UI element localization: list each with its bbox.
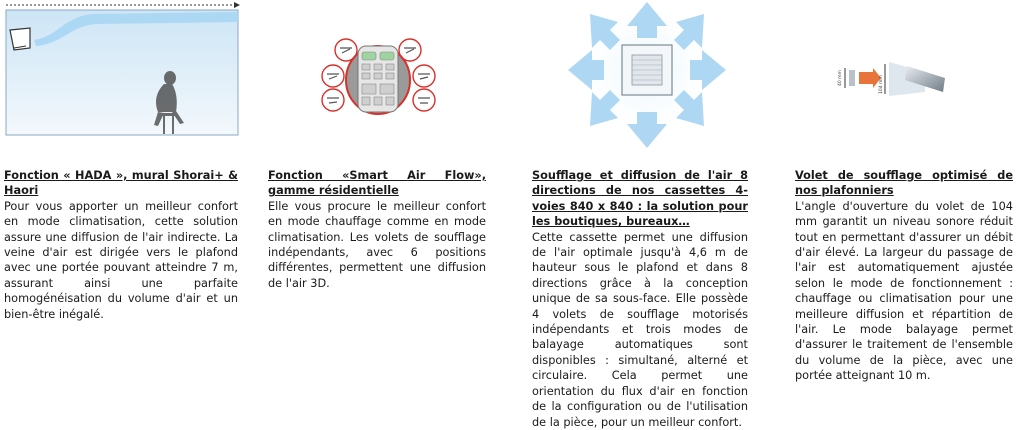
airflow-range-arrowhead [234, 2, 240, 8]
smart-air-flow-illustration [268, 0, 486, 140]
feature-ceiling-flap [795, 0, 1013, 423]
dimension-label-large: 104 mm [879, 75, 884, 94]
ceiling-flap-illustration [795, 0, 1013, 140]
feature-title: Fonction « HADA », mural Shorai+ & Haori [4, 169, 238, 198]
feature-hada [4, 0, 238, 423]
room-wall [6, 10, 238, 135]
feature-title: Fonction «Smart Air Flow», gamme résidentielle [268, 169, 486, 198]
feature-smart-air-flow [268, 0, 486, 423]
feature-description: Cette cassette permet une diffusion de l'air optimale jusqu'à 4,6 m de hauteur sous le plafond et dans 8 directions grâce à la conception unique de sa sous-face. Elle possède 4 volets de soufflage motorisés indépendants et trois modes de balayage automatiques sont disponibles : simultané, alterné et circulaire. Cela permet une orientation du flux d'air en fonction de la configuration ou de l'utilisation de la pièce, pour un meilleur confort. [532, 230, 748, 429]
dimension-label-small: 40 mm [838, 70, 843, 86]
cassette-8-directions-illustration [532, 0, 748, 160]
feature-title: Volet de soufflage optimisé de nos plafonniers [795, 169, 1013, 198]
flap-small [849, 70, 855, 86]
feature-description: Elle vous procure le meilleur confort en mode chauffage comme en mode climatisation. Les volets de soufflage indépendants, avec 6 positions différentes, permettent une diffusion de l'air 3D. [268, 199, 486, 290]
hada-room-illustration [4, 0, 240, 140]
feature-cassette-8-directions [532, 0, 748, 429]
feature-description: Pour vous apporter un meilleur confort en mode climatisation, cette solution assure une diffusion de l'air indirecte. La veine d'air est dirigée vers le plafond avec une portée pouvant atteindre 7 m, assurant ainsi une parfaite homogénéisation du volume d'air et un bien-être inégalé. [4, 199, 238, 321]
feature-description: L'angle d'ouverture du volet de 104 mm garantit un niveau sonore réduit tout en permettant d'assurer un débit d'air élevé. La largeur du passage de l'air est automatiquement ajustée selon le mode de fonctionnement : chauffage ou climatisation pour une meilleure diffusion et répartition de l'air. Le mode balayage permet d'assurer le traitement de l'ensemble du volume de la pièce, avec une portée atteignant 10 m. [795, 199, 1013, 383]
feature-title: Soufflage et diffusion de l'air 8 directions de nos cassettes 4-voies 840 x 840 : la solution pour les boutiques, bureaux… [532, 169, 748, 229]
transition-arrow [859, 68, 881, 88]
